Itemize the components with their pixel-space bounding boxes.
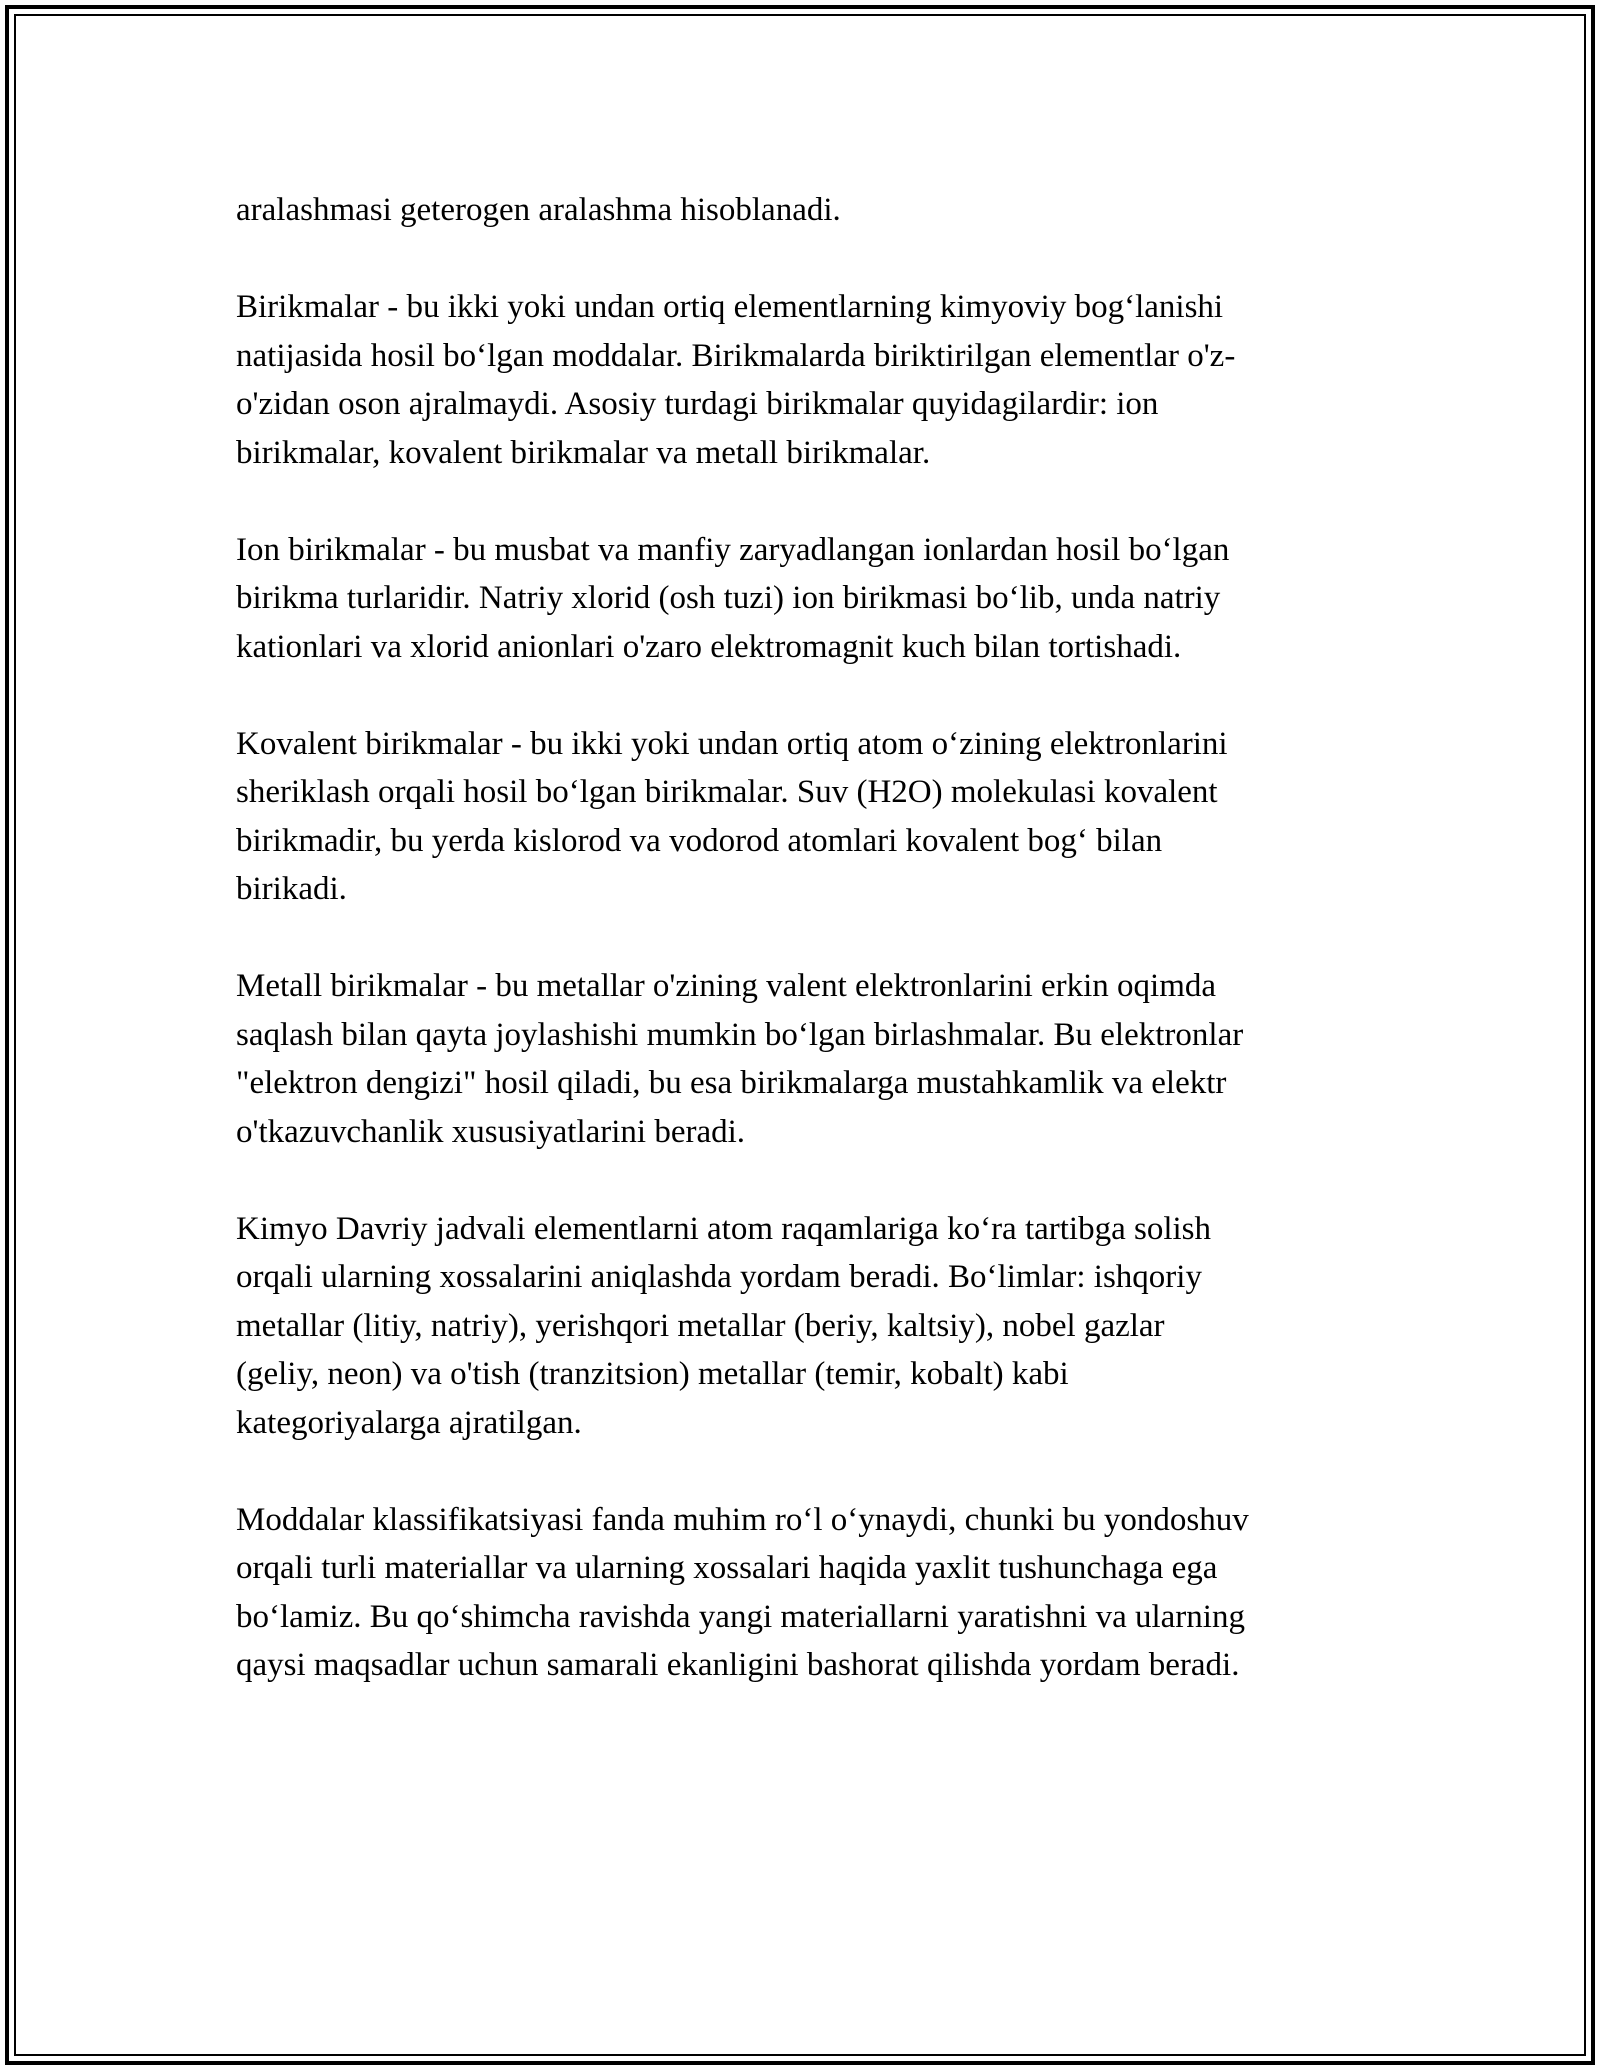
text-line: orqali turli materiallar va ularning xossalari haqida yaxlit tushunchaga ega (236, 1550, 1218, 1586)
text-line: orqali ularning xossalarini aniqlashda yordam beradi. Boʻlimlar: ishqoriy (236, 1259, 1202, 1295)
document-body (236, 186, 1366, 1738)
text-line: boʻlamiz. Bu qoʻshimcha ravishda yangi materiallarni yaratishni va ularning (236, 1598, 1245, 1635)
text-line: qaysi maqsadlar uchun samarali ekanligini bashorat qilishda yordam beradi. (236, 1647, 1240, 1683)
text-line: sheriklash orqali hosil boʻlgan birikmalar. Suv (H2O) molekulasi kovalent (236, 774, 1218, 810)
text-line: Ion birikmalar - bu musbat va manfiy zaryadlangan ionlardan hosil boʻlgan (236, 531, 1230, 568)
paragraph-compounds (236, 283, 1366, 477)
text-line: saqlash bilan qayta joylashishi mumkin boʻlgan birlashmalar. Bu elektronlar (236, 1016, 1244, 1053)
text-line: Kimyo Davriy jadvali elementlarni atom raqamlariga koʻra tartibga solish (236, 1210, 1212, 1247)
text-line: o'zidan oson ajralmaydi. Asosiy turdagi birikmalar quyidagilardir: ion (236, 386, 1159, 422)
text-line: kategoriyalarga ajratilgan. (236, 1404, 582, 1441)
text-line: birikmadir, bu yerda kislorod va vodorod atomlari kovalent bogʻ bilan (236, 822, 1163, 859)
text-line: aralashmasi geterogen aralashma hisoblanadi. (236, 192, 841, 228)
paragraph-periodic-table (236, 1205, 1366, 1448)
text-line: birikmalar, kovalent birikmalar va metall birikmalar. (236, 434, 931, 471)
text-line: Moddalar klassifikatsiyasi fanda muhim roʻl oʻynaydi, chunki bu yondoshuv (236, 1501, 1249, 1538)
paragraph-metallic-compounds (236, 962, 1366, 1156)
text-line: birikadi. (236, 871, 347, 907)
text-line: birikma turlaridir. Natriy xlorid (osh tuzi) ion birikmasi boʻlib, unda natriy (236, 580, 1221, 616)
text-line: Birikmalar - bu ikki yoki undan ortiq elementlarning kimyoviy bogʻlanishi (236, 289, 1224, 325)
paragraph-mixture-continuation (236, 186, 1366, 235)
text-line: "elektron dengizi" hosil qiladi, bu esa birikmalarga mustahkamlik va elektr (236, 1065, 1227, 1101)
paragraph-covalent-compounds (236, 720, 1366, 914)
text-line: Kovalent birikmalar - bu ikki yoki undan ortiq atom oʻzining elektronlarini (236, 725, 1228, 762)
text-line: (geliy, neon) va o'tish (tranzitsion) metallar (temir, kobalt) kabi (236, 1356, 1069, 1392)
paragraph-classification-importance (236, 1496, 1366, 1690)
text-line: natijasida hosil boʻlgan moddalar. Birikmalarda biriktirilgan elementlar o'z- (236, 337, 1236, 374)
paragraph-ionic-compounds (236, 526, 1366, 672)
text-line: o'tkazuvchanlik xususiyatlarini beradi. (236, 1113, 746, 1150)
text-line: Metall birikmalar - bu metallar o'zining valent elektronlarini erkin oqimda (236, 968, 1217, 1004)
text-line: kationlari va xlorid anionlari o'zaro elektromagnit kuch bilan tortishadi. (236, 628, 1182, 665)
text-line: metallar (litiy, natriy), yerishqori metallar (beriy, kaltsiy), nobel gazlar (236, 1307, 1165, 1344)
